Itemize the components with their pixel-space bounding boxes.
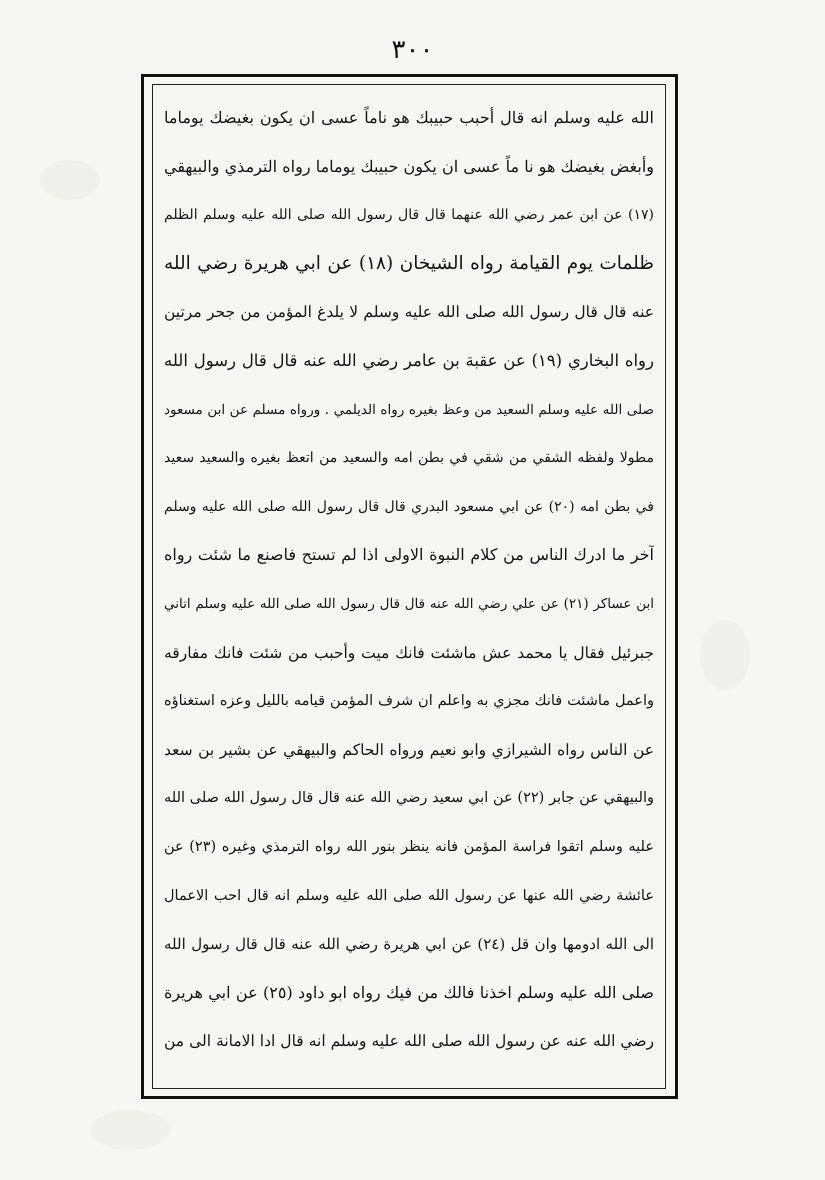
text-line: وأبغض بغيضك هو نا ماً عسى ان يكون حبيبك يوماما رواه الترمذي والبيهقي	[164, 156, 654, 176]
hadith-text-block	[164, 94, 654, 1084]
paper-speckle	[700, 620, 750, 690]
page-number: ٣٠٠	[391, 35, 434, 65]
text-line: رضي الله عنه عن رسول الله صلى الله عليه وسلم انه قال ادا الامانة الى من	[164, 1032, 654, 1051]
text-line: عليه وسلم اتقوا فراسة المؤمن فانه ينظر بنور الله رواه الترمذي وغيره (٢٣) عن	[164, 838, 654, 855]
paper-speckle	[90, 1110, 170, 1150]
text-line: آخر ما ادرك الناس من كلام النبوة الاولى اذا لم تستح فاصنع ما شئت رواه	[164, 545, 654, 565]
text-line: صلى الله عليه وسلم اخذنا فالك من فيك رواه ابو داود (٢٥) عن ابي هريرة	[164, 982, 654, 1002]
text-line: صلى الله عليه وسلم السعيد من وعظ بغيره رواه الديلمي . ورواه مسلم عن ابن مسعود	[164, 401, 654, 418]
text-line: والبيهقي عن جابر (٢٢) عن ابي سعيد رضي الله عنه قال قال رسول الله صلى الله	[164, 790, 654, 807]
paper-speckle	[40, 160, 100, 200]
text-line: ابن عساكر (٢١) عن علي رضي الله عنه قال قال رسول الله صلى الله عليه وسلم اتاني	[164, 595, 654, 612]
text-line: عنه قال قال رسول الله صلى الله عليه وسلم لا يلدغ المؤمن من جحر مرتين	[164, 303, 654, 322]
text-line: عائشة رضي الله عنها عن رسول الله صلى الله عليه وسلم انه قال احب الاعمال	[164, 887, 654, 904]
text-line: رواه البخاري (١٩) عن عقبة بن عامر رضي الله عنه قال قال رسول الله	[164, 350, 654, 370]
text-line: ظلمات يوم القيامة رواه الشيخان (١٨) عن ابي هريرة رضي الله	[164, 252, 654, 274]
text-line: عن الناس رواه الشيرازي وابو نعيم ورواه الحاكم والبيهقي عن بشير بن سعد	[164, 740, 654, 759]
text-line: الى الله ادومها وان قل (٢٤) عن ابي هريرة رضي الله عنه قال قال رسول الله	[164, 935, 654, 954]
text-line: الله عليه وسلم انه قال أحبب حبيبك هو ناماً عسى ان يكون بغيضك يوماما	[164, 108, 654, 127]
text-line: جبرئيل فقال يا محمد عش ماشئت فانك ميت وأحبب من شئت فانك مفارقه	[164, 643, 654, 662]
text-line: واعمل ماشئت فانك مجزي به واعلم ان شرف المؤمن قيامه بالليل وعزه استغناؤه	[164, 693, 654, 710]
text-line: (١٧) عن ابن عمر رضي الله عنهما قال قال رسول الله صلى الله عليه وسلم الظلم	[164, 207, 654, 224]
text-line: في بطن امه (٢٠) عن ابي مسعود البدري قال قال رسول الله صلى الله عليه وسلم	[164, 498, 654, 515]
text-line: مطولا ولفظه الشقي من شقي في بطن امه والسعيد من اتعظ بغيره والسعيد سعيد	[164, 450, 654, 467]
